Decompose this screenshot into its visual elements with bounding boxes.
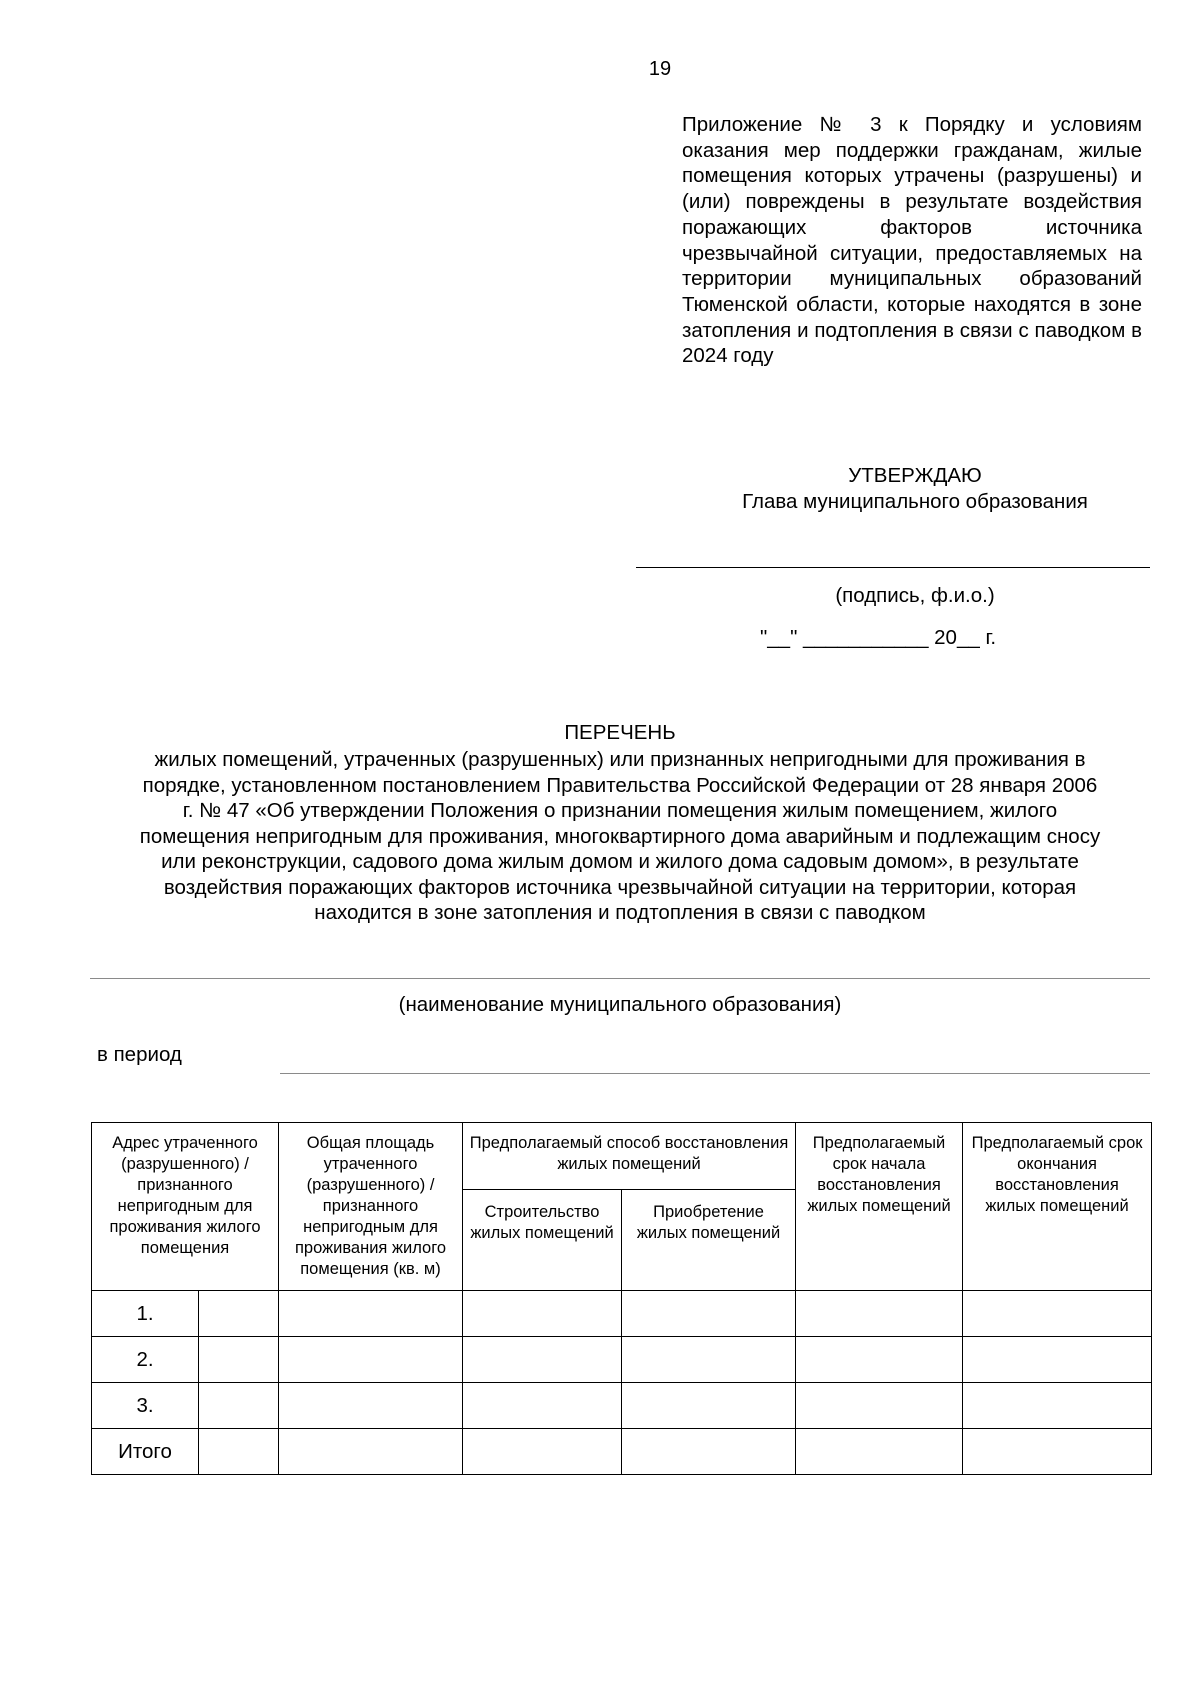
table-row xyxy=(92,1337,1152,1383)
table-cell xyxy=(796,1291,963,1337)
table-cell xyxy=(963,1337,1152,1383)
table-cell xyxy=(622,1291,796,1337)
table-row xyxy=(92,1291,1152,1337)
table-cell xyxy=(199,1291,279,1337)
header-construction: Строительство жилых помещений xyxy=(463,1190,622,1291)
title-line: помещения непригодным для проживания, многоквартирного дома аварийным и подлежащим сносу xyxy=(139,824,1101,848)
housing-table xyxy=(91,1122,1152,1475)
period-line xyxy=(280,1073,1150,1074)
table-cell xyxy=(622,1337,796,1383)
row-number: 1. xyxy=(92,1291,199,1337)
period-label: в период xyxy=(97,1043,182,1066)
table-cell xyxy=(279,1429,463,1475)
approval-position: Глава муниципального образования xyxy=(742,490,1088,513)
header-end: Предполагаемый срок окончания восстановления жилых помещений xyxy=(963,1123,1152,1291)
table-cell xyxy=(796,1337,963,1383)
row-total-label: Итого xyxy=(92,1429,199,1475)
appendix-note: Приложение № 3 к Порядку и условиям оказания мер поддержки гражданам, жилые помещения которых утрачены (разрушены) и (или) повреждены в результате воздействия поражающих факторов источника чрезвычайной ситуации, предоставляемых на территории муниципальных образований Тюменской области, которые находятся в зоне затопления и подтопления в связи с паводком в 2024 году xyxy=(682,113,1142,368)
header-start: Предполагаемый срок начала восстановления жилых помещений xyxy=(796,1123,963,1291)
table-cell xyxy=(463,1383,622,1429)
page-number: 19 xyxy=(648,58,672,80)
table-cell xyxy=(963,1383,1152,1429)
title-description xyxy=(80,747,1160,926)
signature-caption: (подпись, ф.и.о.) xyxy=(835,584,995,607)
title-line: г. № 47 «Об утверждении Положения о признании помещения жилым помещением, жилого xyxy=(182,799,1058,822)
title-line: находится в зоне затопления и подтопления в связи с паводком xyxy=(314,901,926,924)
approval-date: "__" ___________ 20__ г. xyxy=(760,626,997,649)
title-line: или реконструкции, садового дома жилым домом и жилого дома садовым домом», в результате xyxy=(161,850,1079,873)
table-cell xyxy=(199,1337,279,1383)
table-cell xyxy=(622,1429,796,1475)
table-cell xyxy=(796,1429,963,1475)
signature-line xyxy=(636,567,1150,568)
header-method: Предполагаемый способ восстановления жилых помещений xyxy=(463,1123,796,1190)
municipality-line xyxy=(90,978,1150,979)
municipality-caption: (наименование муниципального образования) xyxy=(398,993,842,1016)
title-line: воздействия поражающих факторов источника чрезвычайной ситуации на территории, которая xyxy=(163,875,1077,899)
table-cell xyxy=(199,1383,279,1429)
table-cell xyxy=(279,1291,463,1337)
table-cell xyxy=(463,1429,622,1475)
row-number: 3. xyxy=(92,1383,199,1429)
table-cell xyxy=(199,1429,279,1475)
table-cell xyxy=(279,1383,463,1429)
table-cell xyxy=(279,1337,463,1383)
title-line: жилых помещений, утраченных (разрушенных) или признанных непригодными для проживания в xyxy=(154,748,1086,771)
table-row-total xyxy=(92,1429,1152,1475)
table-cell xyxy=(963,1429,1152,1475)
row-number: 2. xyxy=(92,1337,199,1383)
header-address: Адрес утраченного (разрушенного) / признанного непригодным для проживания жилого помещения xyxy=(92,1123,279,1291)
table-cell xyxy=(463,1337,622,1383)
approval-heading: УТВЕРЖДАЮ xyxy=(848,464,982,487)
table-cell xyxy=(463,1291,622,1337)
table-cell xyxy=(963,1291,1152,1337)
header-purchase: Приобретение жилых помещений xyxy=(622,1190,796,1291)
document-title: ПЕРЕЧЕНЬ xyxy=(564,721,676,744)
table-cell xyxy=(622,1383,796,1429)
table-cell xyxy=(796,1383,963,1429)
header-area: Общая площадь утраченного (разрушенного) / признанного непригодным для проживания жилого помещения (кв. м) xyxy=(279,1123,463,1291)
title-line: порядке, установленном постановлением Правительства Российской Федерации от 28 января 2006 xyxy=(142,773,1098,797)
table-row xyxy=(92,1383,1152,1429)
